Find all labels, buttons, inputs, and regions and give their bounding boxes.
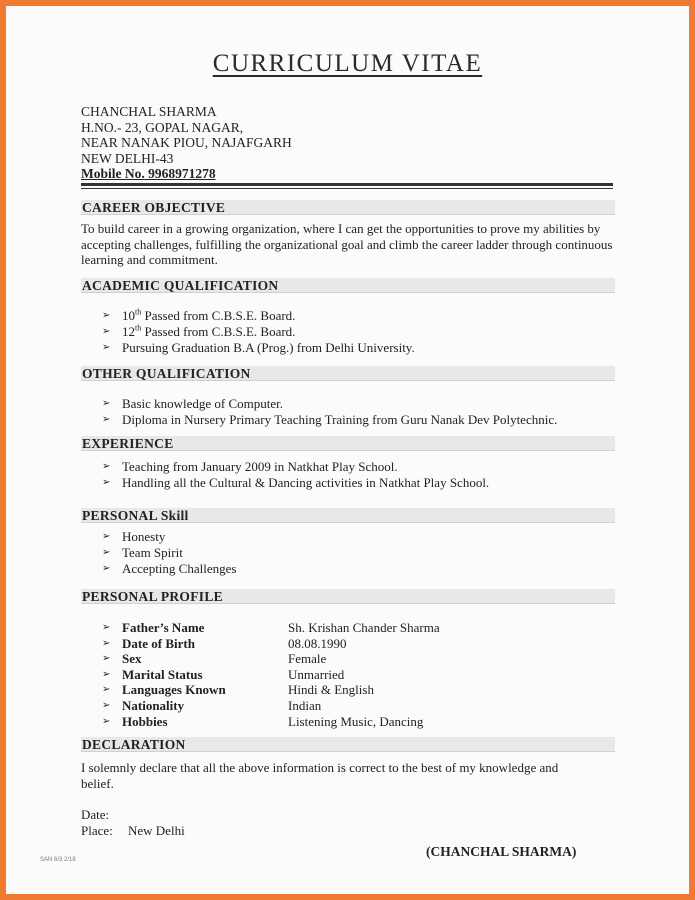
arrow-bullet-icon: ➢: [102, 341, 111, 353]
section-heading-experience: EXPERIENCE: [81, 436, 615, 451]
other-qualification-list: [102, 396, 557, 428]
list-item: ➢ 12th Passed from C.B.S.E. Board.: [102, 323, 296, 339]
place-label: Place:: [81, 823, 113, 838]
profile-value: Unmarried: [288, 666, 345, 682]
profile-label: Sex: [122, 651, 142, 667]
section-heading-personal-skill: PERSONAL Skill: [81, 508, 615, 523]
profile-label: Marital Status: [122, 666, 203, 682]
arrow-bullet-icon: ➢: [102, 325, 111, 337]
list-item: ➢ Honesty: [102, 529, 166, 544]
profile-value: Indian: [288, 697, 322, 713]
arrow-bullet-icon: ➢: [102, 562, 111, 574]
arrow-bullet-icon: ➢: [102, 684, 111, 696]
profile-value: Hindi & English: [288, 682, 374, 698]
arrow-bullet-icon: ➢: [102, 476, 111, 488]
profile-value: Sh. Krishan Chander Sharma: [288, 620, 440, 635]
profile-label: Father’s Name: [122, 620, 205, 635]
list-item: ➢ Handling all the Cultural & Dancing activities in Natkhat Play School.: [102, 474, 490, 490]
header-rule-thin: [81, 188, 613, 189]
list-item: ➢ Diploma in Nursery Primary Teaching Training from Guru Nanak Dev Polytechnic.: [102, 411, 558, 427]
header-rule-thick: [81, 183, 613, 186]
profile-value: Female: [288, 651, 327, 667]
profile-value: 08.08.1990: [288, 635, 347, 651]
date-label: Date:: [81, 807, 110, 822]
contact-block: [81, 104, 292, 182]
cv-page: [6, 6, 689, 894]
declaration-text: I solemnly declare that all the above information is correct to the best of my knowledge and belief.: [81, 760, 559, 791]
address-line-1: H.NO.- 23, GOPAL NAGAR,: [81, 119, 244, 135]
arrow-bullet-icon: ➢: [102, 668, 111, 680]
footer-note: SAN 6/3 2/18: [40, 857, 76, 863]
list-item: ➢ Teaching from January 2009 in Natkhat Play School.: [102, 459, 398, 474]
candidate-name: CHANCHAL SHARMA: [81, 104, 217, 119]
list-item: ➢ Basic knowledge of Computer.: [102, 396, 284, 411]
address-line-3: NEW DELHI-43: [81, 150, 174, 166]
academic-list: [102, 308, 415, 355]
arrow-bullet-icon: ➢: [102, 461, 111, 472]
section-heading-academic: ACADEMIC QUALIFICATION: [81, 278, 615, 293]
career-objective-text: To build career in a growing organization, where I can get the opportunities to prove my abilities by accepting challenges, fulfilling the organizational goal and climb the career ladder through continuous learning and commitment.: [81, 221, 613, 268]
signature: (CHANCHAL SHARMA): [426, 844, 577, 859]
document-title: CURRICULUM VITAE: [212, 50, 483, 77]
list-item: ➢ 10th Passed from C.B.S.E. Board.: [102, 307, 296, 323]
list-item: ➢ Pursuing Graduation B.A (Prog.) from Delhi University.: [102, 339, 415, 355]
arrow-bullet-icon: ➢: [102, 622, 111, 633]
section-heading-career-objective: CAREER OBJECTIVE: [81, 200, 615, 215]
skill-list: [102, 529, 236, 576]
section-heading-personal-profile: PERSONAL PROFILE: [81, 589, 615, 604]
arrow-bullet-icon: ➢: [102, 546, 111, 558]
profile-label: Date of Birth: [122, 635, 195, 651]
experience-list: [102, 459, 489, 491]
arrow-bullet-icon: ➢: [102, 637, 111, 649]
list-item: ➢ Accepting Challenges: [102, 560, 237, 576]
section-heading-other-qualification: OTHER QUALIFICATION: [81, 366, 615, 381]
list-item: ➢ Team Spirit: [102, 544, 183, 560]
arrow-bullet-icon: ➢: [102, 653, 111, 665]
arrow-bullet-icon: ➢: [102, 398, 111, 409]
arrow-bullet-icon: ➢: [102, 413, 111, 425]
place-value: New Delhi: [128, 823, 185, 838]
profile-label: Hobbies: [122, 713, 168, 729]
mobile-number: Mobile No. 9968971278: [81, 166, 216, 182]
arrow-bullet-icon: ➢: [102, 531, 111, 542]
arrow-bullet-icon: ➢: [102, 310, 111, 321]
address-line-2: NEAR NANAK PIOU, NAJAFGARH: [81, 135, 292, 151]
profile-label: Nationality: [122, 697, 185, 713]
arrow-bullet-icon: ➢: [102, 699, 111, 711]
profile-label: Languages Known: [122, 682, 226, 698]
profile-value: Listening Music, Dancing: [288, 713, 424, 729]
arrow-bullet-icon: ➢: [102, 715, 111, 727]
section-heading-declaration: DECLARATION: [81, 737, 615, 752]
